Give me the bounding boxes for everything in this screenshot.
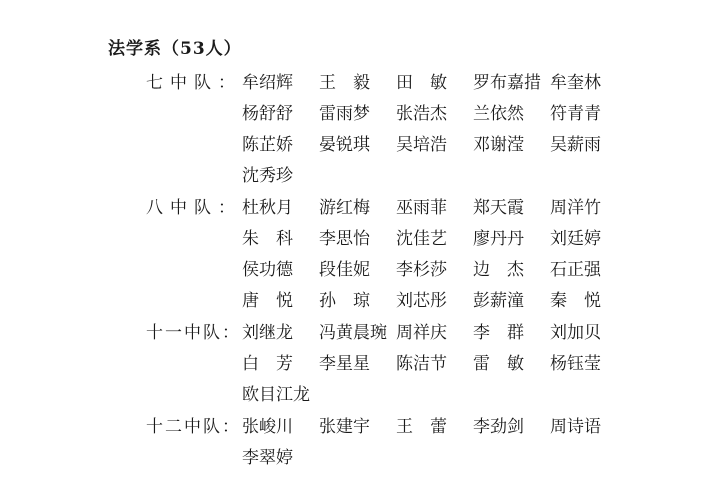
member-name: 石正强 <box>550 260 601 280</box>
member-name: 雷 敏 <box>473 354 524 374</box>
member-name: 张浩杰 <box>396 104 447 124</box>
member-name: 兰依然 <box>473 104 524 124</box>
member-name: 秦 悦 <box>550 291 601 311</box>
member-name: 陈洁节 <box>396 354 447 374</box>
member-name: 李劲剑 <box>473 417 524 437</box>
member-name: 李 群 <box>473 323 524 343</box>
member-name: 沈佳艺 <box>396 229 447 249</box>
member-name: 彭薪潼 <box>473 291 524 311</box>
member-list <box>242 412 642 474</box>
member-row <box>242 286 642 317</box>
member-row <box>242 130 642 161</box>
member-name: 杨钰莹 <box>550 354 601 374</box>
member-name: 李思怡 <box>319 229 370 249</box>
member-name: 唐 悦 <box>242 291 293 311</box>
section-title <box>108 34 242 59</box>
member-name: 王 蕾 <box>396 417 447 437</box>
squad-label-char: 队 <box>203 417 220 437</box>
squad-label-char: 七 <box>146 73 163 93</box>
member-name: 吴培浩 <box>396 135 447 155</box>
member-name: 王 毅 <box>319 73 370 93</box>
member-name: 牟绍辉 <box>242 73 293 93</box>
member-name: 刘加贝 <box>550 323 601 343</box>
member-name: 杨舒舒 <box>242 104 293 124</box>
member-name: 张建宇 <box>319 417 370 437</box>
section-title-prefix: 法学系（ <box>108 39 180 59</box>
squad-label-char: 十 <box>146 323 163 343</box>
member-name: 欧目江龙 <box>242 385 310 405</box>
member-row <box>242 443 642 474</box>
member-name: 侯功德 <box>242 260 293 280</box>
member-name: 李杉莎 <box>396 260 447 280</box>
member-name: 廖丹丹 <box>473 229 524 249</box>
member-name: 游红梅 <box>319 198 370 218</box>
squad-label-char: 队 <box>194 73 211 93</box>
member-name: 朱 科 <box>242 229 293 249</box>
member-name: 巫雨菲 <box>396 198 447 218</box>
squad-label-char: 中 <box>170 73 187 93</box>
squad-label-char: 队 <box>194 198 211 218</box>
squad-label-char: 二 <box>165 417 182 437</box>
member-row <box>242 193 642 224</box>
member-name: 罗布嘉措 <box>473 73 541 93</box>
member-name: 刘芯彤 <box>396 291 447 311</box>
member-name: 周祥庆 <box>396 323 447 343</box>
member-name: 田 敏 <box>396 73 447 93</box>
squad-label-char: 队 <box>203 323 220 343</box>
member-name: 吴薪雨 <box>550 135 601 155</box>
member-row <box>242 349 642 380</box>
member-name: 符青青 <box>550 104 601 124</box>
squad-label <box>146 68 242 99</box>
member-name: 沈秀珍 <box>242 166 293 186</box>
member-name: 周洋竹 <box>550 198 601 218</box>
member-name: 边 杰 <box>473 260 524 280</box>
member-name: 郑天霞 <box>473 198 524 218</box>
member-name: 李星星 <box>319 354 370 374</box>
member-row <box>242 68 642 99</box>
member-row <box>242 318 642 349</box>
member-name: 周诗语 <box>550 417 601 437</box>
member-row <box>242 161 642 192</box>
squad-label-colon: ： <box>222 417 239 437</box>
squad-label-colon: ： <box>218 198 235 218</box>
member-name: 冯黄晨琬 <box>319 323 387 343</box>
member-row <box>242 255 642 286</box>
member-row <box>242 412 642 443</box>
squad-label-char: 十 <box>146 417 163 437</box>
squad-label <box>146 193 242 224</box>
section-title-suffix: 人） <box>205 39 242 59</box>
squad-label-char: 中 <box>170 198 187 218</box>
squad-label-char: 中 <box>184 417 201 437</box>
member-name: 晏锐琪 <box>319 135 370 155</box>
squad-label-char: 八 <box>146 198 163 218</box>
member-name: 雷雨梦 <box>319 104 370 124</box>
member-list <box>242 68 642 192</box>
member-name: 陈芷娇 <box>242 135 293 155</box>
member-name: 孙 琼 <box>319 291 370 311</box>
member-row <box>242 224 642 255</box>
squad-label <box>146 318 242 349</box>
member-name: 刘继龙 <box>242 323 293 343</box>
squad-label-char: 中 <box>184 323 201 343</box>
member-name: 白 芳 <box>242 354 293 374</box>
member-name: 杜秋月 <box>242 198 293 218</box>
member-row <box>242 99 642 130</box>
member-list <box>242 193 642 317</box>
member-name: 牟奎林 <box>550 73 601 93</box>
member-name: 邓谢滢 <box>473 135 524 155</box>
squad-label <box>146 412 242 443</box>
squad-label-colon: ： <box>218 73 235 93</box>
member-name: 张峻川 <box>242 417 293 437</box>
section-member-count: 53 <box>180 39 206 59</box>
member-row <box>242 380 642 411</box>
member-name: 李翠婷 <box>242 448 293 468</box>
member-name: 刘廷婷 <box>550 229 601 249</box>
member-list <box>242 318 642 411</box>
member-name: 段佳妮 <box>319 260 370 280</box>
squad-label-colon: ： <box>222 323 239 343</box>
squad-label-char: 一 <box>165 323 182 343</box>
